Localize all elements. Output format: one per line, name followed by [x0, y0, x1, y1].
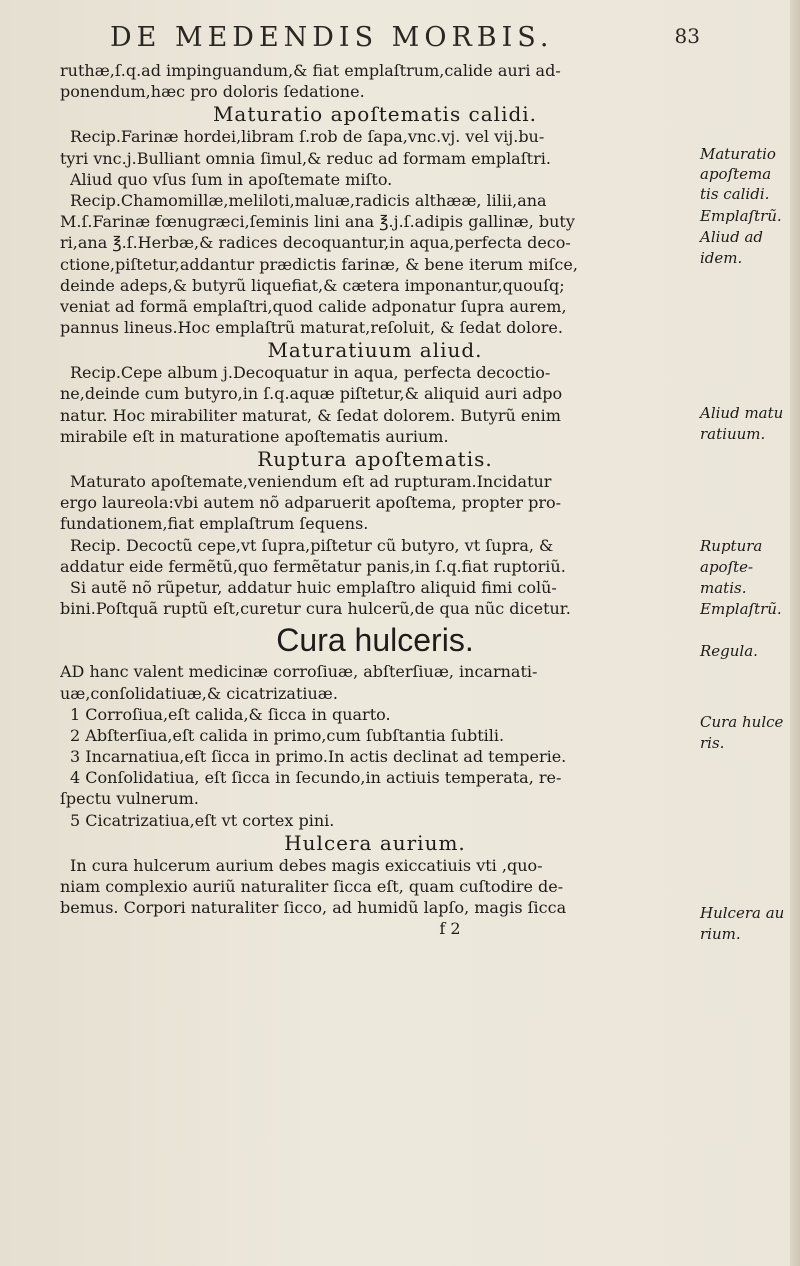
page-number: 83: [674, 24, 700, 48]
text-line: Recip.Chamomillæ,meliloti,maluæ,radicis althææ, lilii,ana: [70, 190, 547, 210]
text-line: ſpectu vulnerum.: [60, 789, 199, 809]
text-line: Maturato apoſtemate,veniendum eſt ad rupturam.Incidatur: [70, 472, 552, 491]
text-line: deinde adeps,& butyrũ liquefiat,& cætera imponantur,quouſq;: [60, 275, 565, 295]
margin-note: apoſtema: [700, 165, 772, 183]
margin-note: idem.: [700, 249, 743, 267]
signature-mark: f 2: [439, 919, 461, 939]
margin-note: Ruptura: [700, 537, 763, 555]
text-line: Aliud quo vſus ſum in apoſtemate miſto.: [70, 169, 393, 189]
text-line: Si autẽ nõ rũpetur, addatur huic emplaſtro aliquid fimi colũ-: [70, 577, 557, 597]
text-line: ergo laureola:vbi autem nõ adparuerit apoſtema, propter pro-: [60, 493, 562, 513]
text-line: Recip.Cepe album j.Decoquatur in aqua, perfecta decoctio-: [70, 363, 551, 383]
running-title: DE MEDENDIS MORBIS.: [110, 22, 554, 53]
text-line: tyri vnc.j.Bulliant omnia ſimul,& reduc ad formam emplaſtri.: [60, 148, 551, 168]
text-line: pannus lineus.Hoc emplaſtrũ maturat,reſoluit, & ſedat dolore.: [60, 318, 563, 338]
margin-note: Emplaſtrũ.: [700, 600, 782, 618]
margin-note: matis.: [700, 579, 747, 597]
text-line: uæ,conſolidatiuæ,& cicatrizatiuæ.: [60, 683, 338, 703]
margin-note: Cura hulce: [700, 713, 784, 731]
margin-note: Aliud matu: [700, 404, 784, 422]
margin-note: tis calidi.: [700, 185, 770, 203]
margin-note: Aliud ad: [700, 228, 764, 246]
text-line: bini.Poſtquã ruptũ eſt,curetur cura hulcerũ,de qua nũc dicetur.: [60, 599, 571, 619]
section-heading: Maturatiuum aliud.: [267, 338, 483, 363]
margin-note: ratiuum.: [700, 425, 766, 443]
text-line: addatur eide fermẽtũ,quo fermẽtatur panis,in ſ.q.fiat ruptoriũ.: [60, 556, 566, 576]
text-line: ne,deinde cum butyro,in ſ.q.aquæ piſtetur,& aliquid auri adpo: [60, 384, 563, 404]
text-line: natur. Hoc mirabiliter maturat, & ſedat dolorem. Butyrũ enim: [60, 405, 561, 425]
text-line: M.ſ.Farinæ fœnugræci,ſeminis lini ana ℥.j.ſ.adipis gallinæ, buty: [60, 212, 575, 232]
margin-note: Regula.: [700, 642, 758, 660]
text-line: Recip.Farinæ hordei,libram ſ.rob de ſapa,vnc.vj. vel vij.bu-: [70, 127, 545, 147]
text-line: mirabile eſt in maturatione apoſtematis aurium.: [60, 426, 449, 446]
margin-note: apoſte-: [700, 558, 754, 576]
chapter-heading: Cura hulceris.: [276, 622, 474, 659]
text-line: ponendum,hæc pro doloris ſedatione.: [60, 82, 365, 102]
text-line: bemus. Corpori naturaliter ſicco, ad humidũ lapſo, magis ſicca: [60, 898, 567, 918]
text-line: fundationem,fiat emplaſtrum ſequens.: [60, 514, 369, 534]
margin-note: ris.: [700, 734, 725, 752]
text-line: Recip. Decoctũ cepe,vt ſupra,piſtetur cũ butyro, vt ſupra, &: [70, 535, 554, 555]
list-item: 4 Conſolidatiua, eſt ſicca in ſecundo,in actiuis temperata, re-: [70, 768, 562, 788]
text-line: ri,ana ℥.ſ.Herbæ,& radices decoquantur,in aqua,perfecta deco-: [60, 233, 571, 253]
margin-note: Hulcera au: [700, 904, 785, 922]
section-heading: Maturatio apoſtematis calidi.: [212, 102, 538, 127]
list-item: 3 Incarnatiua,eſt ſicca in primo.In actis declinat ad temperie.: [70, 747, 567, 767]
margin-note: Maturatio: [700, 145, 776, 163]
text-line: ruthæ,ſ.q.ad impinguandum,& fiat emplaſtrum,calide auri ad-: [60, 61, 561, 80]
list-item: 1 Corroſiua,eſt calida,& ſicca in quarto.: [70, 704, 391, 724]
text-line: veniat ad formã emplaſtri,quod calide adponatur ſupra aurem,: [60, 296, 567, 316]
margin-note: Emplaſtrũ.: [700, 207, 782, 225]
text-line: In cura hulcerum aurium debes magis exiccatiuis vti ,quo-: [70, 855, 543, 875]
margin-note: rium.: [700, 925, 741, 943]
text-line: AD hanc valent medicinæ corroſiuæ, abſterſiuæ, incarnati-: [60, 662, 538, 682]
list-item: 5 Cicatrizatiua,eſt vt cortex pini.: [70, 810, 335, 830]
text-line: ctione,piſtetur,addantur prædictis farinæ, & bene iterum miſce,: [60, 254, 578, 274]
section-heading: Ruptura apoſtematis.: [257, 447, 493, 471]
section-heading: Hulcera aurium.: [284, 830, 466, 855]
text-line: niam complexio auriũ naturaliter ſicca eſt, quam cuſtodire de-: [60, 877, 564, 896]
list-item: 2 Abſterſiua,eſt calida in primo,cum ſubſtantia ſubtili.: [70, 725, 505, 745]
body-text: [60, 60, 690, 940]
running-head: [110, 22, 700, 56]
